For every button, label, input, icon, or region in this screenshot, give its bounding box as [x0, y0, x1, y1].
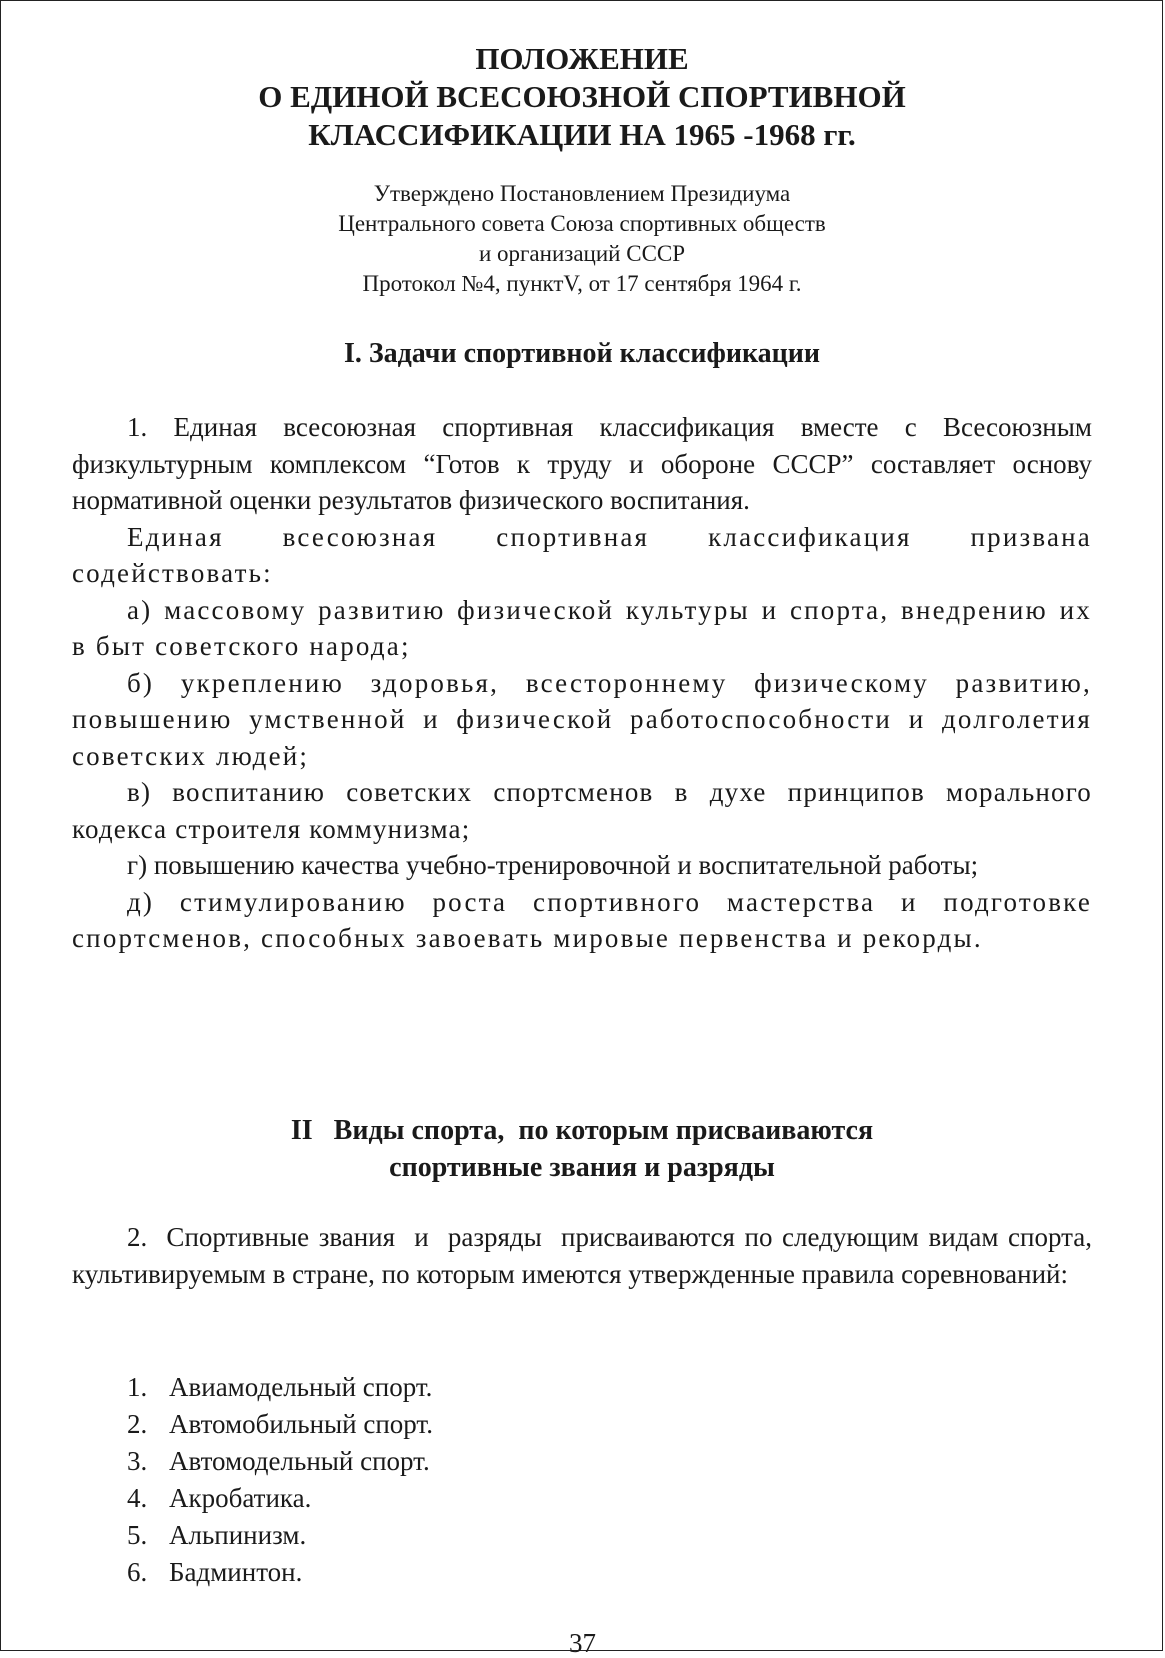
list-item [127, 1517, 433, 1554]
list-item [127, 1369, 433, 1406]
section-1-title: I. Задачи спортивной классификации [343, 338, 821, 369]
paragraph-2: Единая всесоюзная спортивная классификация призвана содействовать: [72, 521, 1092, 588]
list-item-text: Альпинизм. [169, 1520, 307, 1550]
list-item [127, 1554, 433, 1591]
approval-note [72, 179, 1092, 299]
approval-line-2: Центрального совета Союза спортивных обществ [338, 211, 826, 236]
paragraph-d: д) стимулированию роста спортивного мастерства и подготовке спортсменов, способных завоевать мировые первенства и рекорды. [72, 886, 1092, 953]
sports-list [127, 1369, 433, 1591]
paragraph-g: г) повышению качества учебно-тренировочной и воспитательной работы; [127, 850, 979, 880]
list-item-number: 5. [127, 1520, 148, 1550]
list-item [127, 1480, 433, 1517]
paragraph-b: б) укреплению здоровья, всестороннему физическому развитию, повышению умственной и физической работоспособности и долголетия советских людей; [72, 667, 1092, 771]
list-item-number: 3. [127, 1446, 148, 1476]
section-2-title-line-1: II Виды спорта, по которым присваиваются [290, 1115, 874, 1146]
list-item-number: 4. [127, 1483, 148, 1513]
paragraph-1: 1. Единая всесоюзная спортивная классификация вместе с Всесоюзным физкультурным комплексом “Готов к труду и обороне СССР” составляет основу нормативной оценки результатов физического воспитания. [72, 412, 1092, 515]
section-1-body [72, 409, 1092, 957]
page-number: 37 [569, 1628, 596, 1658]
document-title [72, 40, 1092, 154]
paragraph-2-main: 2. Спортивные звания и разряды присваиваются по следующим видам спорта, культивируемым в стране, по которым имеются утвержденные правила соревнований: [72, 1222, 1099, 1289]
list-item-text: Авиамодельный спорт. [169, 1372, 433, 1402]
section-2-body [72, 1219, 1099, 1292]
list-item-text: Автомодельный спорт. [169, 1446, 430, 1476]
section-2-title-line-2: спортивные звания и разряды [389, 1152, 775, 1183]
list-item-text: Автомобильный спорт. [169, 1409, 433, 1439]
title-line-2: О ЕДИНОЙ ВСЕСОЮЗНОЙ СПОРТИВНОЙ [258, 79, 906, 114]
list-item-number: 6. [127, 1557, 148, 1587]
list-item-text: Бадминтон. [169, 1557, 303, 1587]
list-item-number: 1. [127, 1372, 148, 1402]
section-1-heading [72, 335, 1092, 372]
list-item-number: 2. [127, 1409, 148, 1439]
list-item [127, 1406, 433, 1443]
approval-line-3: и организаций СССР [478, 241, 686, 266]
approval-line-4: Протокол №4, пунктV, от 17 сентября 1964 г. [362, 271, 802, 296]
title-line-1: ПОЛОЖЕНИЕ [475, 41, 689, 76]
paragraph-a: а) массовому развитию физической культуры и спорта, внедрению их в быт советского народа; [72, 594, 1092, 661]
section-2-heading [72, 1112, 1092, 1186]
approval-line-1: Утверждено Постановлением Президиума [373, 181, 791, 206]
paragraph-v: в) воспитанию советских спортсменов в духе принципов морального кодекса строителя коммунизма; [72, 777, 1092, 844]
list-item-text: Акробатика. [169, 1483, 312, 1513]
list-item [127, 1443, 433, 1480]
title-line-3: КЛАССИФИКАЦИИ НА 1965 -1968 гг. [308, 117, 856, 152]
